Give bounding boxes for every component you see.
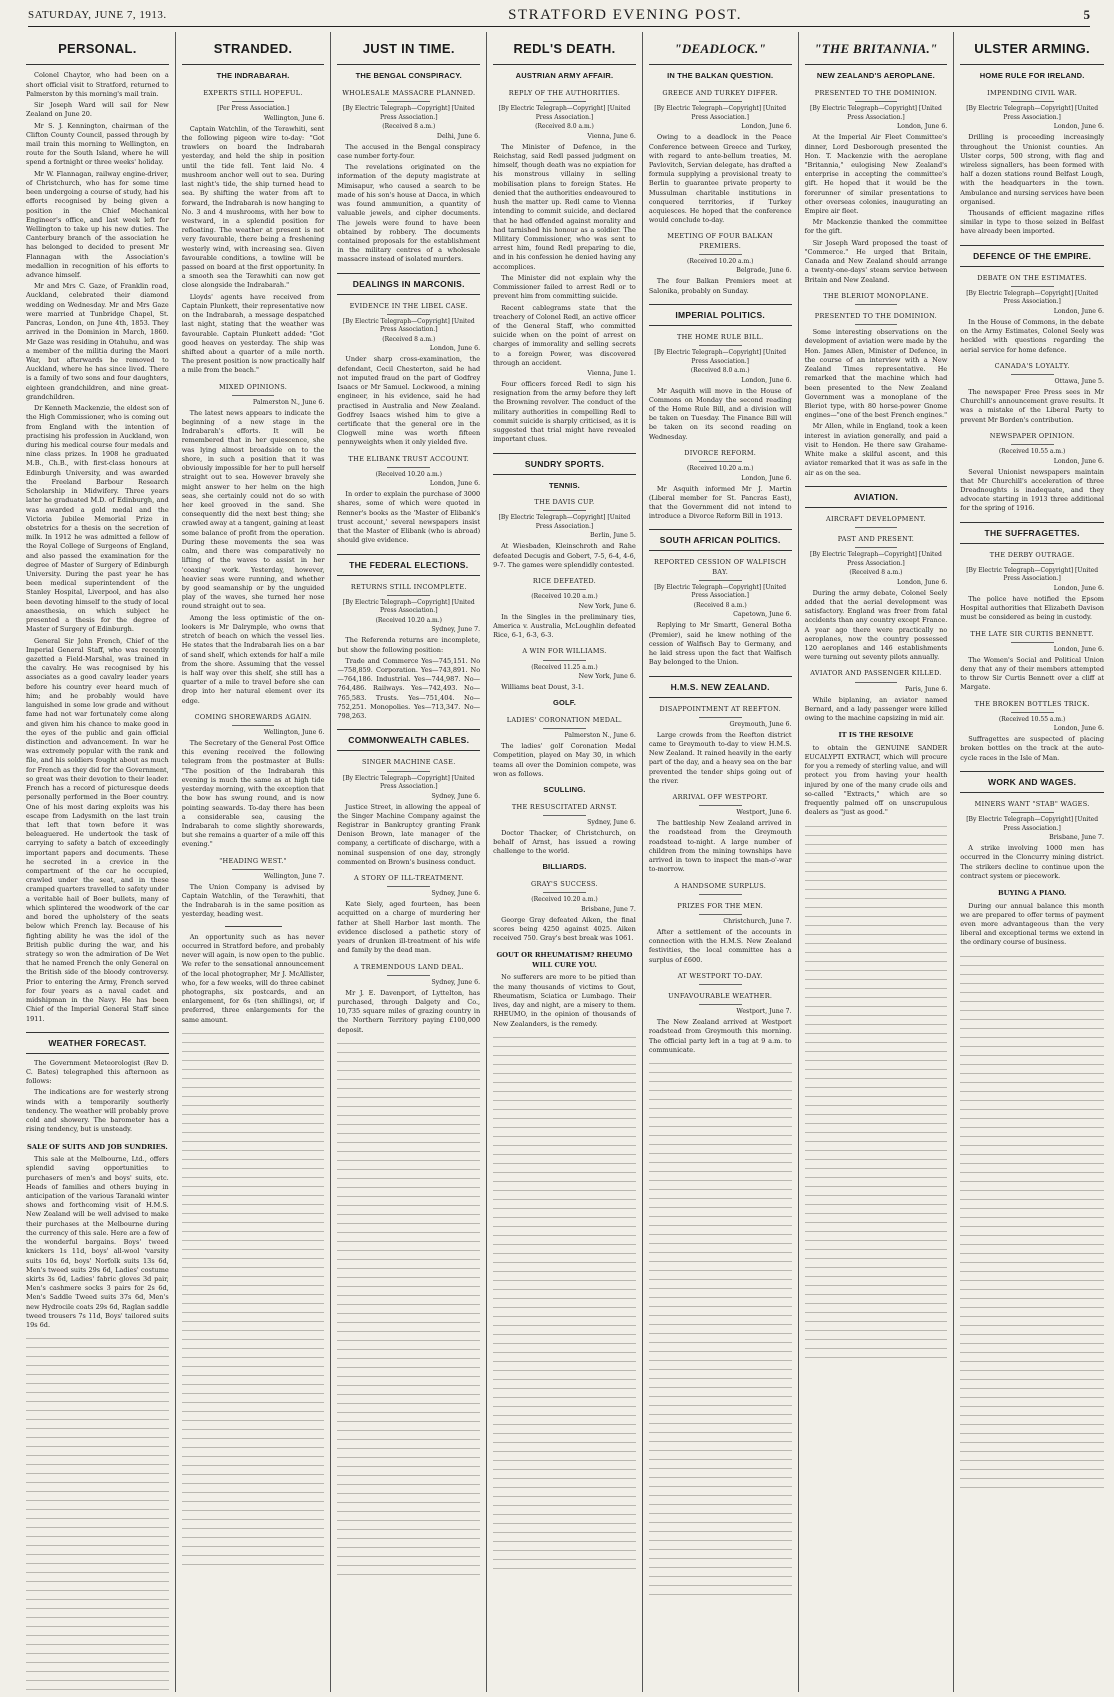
article-subheading: RETURNS STILL INCOMPLETE. <box>337 583 480 596</box>
section-heading: WORK AND WAGES. <box>960 771 1104 793</box>
article-paragraph: Four officers forced Redl to sign his resignation from the army before they left the Browning revolver. The conduct of the military authorities in compelling Redl to commit suicide is sharply criticised, as it is suggested that trial might have revealed important clues. <box>493 379 636 444</box>
dateline: London, June 6. <box>1053 308 1104 315</box>
column-6 <box>799 32 955 1692</box>
article-subheading: A HANDSOME SURPLUS. <box>649 882 792 895</box>
wire-credit: [By Electric Telegraph—Copyright] [United Press Association.] <box>654 349 787 365</box>
continued-text-lines <box>493 1037 636 1569</box>
column-title: STRANDED. <box>182 32 325 65</box>
dateline: Wellington, June 6. <box>263 729 325 737</box>
news-columns <box>20 32 1110 1692</box>
dateline: Berlin, June 5. <box>590 532 636 540</box>
article-paragraph: The revelations originated on the information of the deputy magistrate at Mimisapur, who caused a search to be made of his son's house at Dacca, in which was found ammunition, a quantity of valuable jewels, and cipher documents. The jewels were found to have been obtained by robbery. The documents contained proposals for the establishment in the military centres of a wholesale massacre instead of isolated murders. <box>337 163 481 264</box>
article-paragraph: The Minister of Defence, in the Reichstag, said Redl passed judgment on himself, though death was no expiation for his monstrous villainy in selling mobilisation plans to foreign States. He denied that the authorities endeavoured to hush the matter up. Redl came to Vienna intending to commit suicide, and declared that he had offended against morality and had tarnished his honour as a soldier. The Military Commissioner, who was sent to arrest him, found Redl preparing to die, and in his confession he denied having any accomplices. <box>493 142 636 271</box>
wire-credit: [By Electric Telegraph—Copyright] [United Press Association.] <box>654 105 787 121</box>
wire-credit: (Received 10.20 a.m.) <box>375 470 442 478</box>
article-paragraph: Several Unionist newspapers maintain that Mr Churchill's acceleration of three Dreadnoughts is inadequate, and they advocate starting in 1913 three additional for the spring of 1916. <box>960 467 1104 513</box>
wire-credit: (Received 10.20 a.m.) <box>531 896 598 904</box>
article-subheading: DEBATE ON THE ESTIMATES. <box>960 274 1104 287</box>
section-heading: SOUTH AFRICAN POLITICS. <box>649 529 792 551</box>
article-paragraph: Mr Allen, while in England, took a keen interest in aviation generally, and paid a visit to Hendon. He there saw Grahame-White make a skilful ascent, and this aviator remarked that it was as safe in the air as on the sea. <box>804 422 948 477</box>
article-paragraph: to obtain the GENUINE SANDER EUCALYPTI EXTRACT, which will procure for you a remedy of sterling value, and will protect you from having your health injured by one of the many crude oils and so-called "Extracts," which are so frequently palmed off on unscrupulous dealers as "just as good." <box>804 743 948 817</box>
wire-credit: (Received 11.25 a.m.) <box>531 663 598 671</box>
section-heading: THE SUFFRAGETTES. <box>960 522 1104 544</box>
article-subheading: RICE DEFEATED. <box>493 577 636 590</box>
wire-credit: (Received 8 a.m.) <box>849 569 903 577</box>
article-paragraph: This sale at the Melbourne, Ltd., offers splendid saving opportunities to purchasers of men's and boys' suits, etc. Heads of families and others buying in anticipation of the various Taranaki winter shows and forthcoming visit of H.M.S. New Zealand will be well advised to make their purchases at the Melbourne during the currency of this sale. Here are a few of the wonderful bargains. Boys' tweed knickers 1s 11d, boys' all-wool 'varsity suits 10s 6d, boys' Norfolk suits 13s 6d, Men's tweed suits 29s 6d, Ladies' costume skirts 3s 6d, Ladies' fabric gloves 3d pair, Men's cashmere socks 3 pairs for 2s 6d, Men's Saddle Tweed suits 37s 6d, Men's new Hydrocile coats 29s 6d, Raglan saddle tweed trousers 7s 11d, Boys' tailored suits 19s 6d. <box>26 1155 169 1330</box>
wire-credit: [By Electric Telegraph—Copyright] [United Press Association.] <box>810 551 942 567</box>
article-paragraph: Some interesting observations on the development of aviation were made by the Hon. James Allen, Minister of Defence, in the course of an interview with a New Zealand Times representative. He remarked that the machine which had been presented to the New Zealand Government was a monoplane of the Bleriot type, with 80 horse-power Gnome engines—"one of the best French engines." <box>804 328 948 420</box>
wire-credit: [By Electric Telegraph—Copyright] [United Press Association.] <box>966 566 1099 583</box>
article-paragraph: Mr W. Flannagan, railway engine-driver, of Christchurch, who has for some time been undergoing a course of study, had his efforts recognised by being given a position in the Chief Mechanical Engineer's office, and last week left for Wellington to take up his new duties. The Canterbury branch of the association he has belonged to decided to present Mr Flannagan with the Association's medallion in recognition of his efforts to advance himself. <box>26 169 169 280</box>
dateline: London, June 6. <box>1053 457 1104 465</box>
column-title: REDL'S DEATH. <box>493 32 636 65</box>
article-paragraph: Thousands of efficient magazine rifles similar in type to those seized in Belfast have already been imported. <box>960 209 1104 236</box>
article-headline: HOME RULE FOR IRELAND. <box>979 71 1085 81</box>
dateline: Paris, June 6. <box>904 685 948 693</box>
advertisement-heading: GOUT OR RHEUMATISM? RHEUMO WILL CURE YOU. <box>496 951 633 969</box>
article-subheading: THE LATE SIR CURTIS BENNETT. <box>960 630 1104 643</box>
article-paragraph: Under sharp cross-examination, the defendant, Cecil Chesterton, said he had not imputed fraud on the part of Godfrey Isaacs or Mr Samuel. Lockwood, a mining engineer, in his evidence, said he had practised in Australia and New Zealand. Godfrey Isaacs wished him to give a certificate that the general ore in the Clogwell mine was worth fifteen pennyweights when it only yielded five. <box>337 355 481 447</box>
wire-credit: (Received 10.20 a.m.) <box>375 616 442 624</box>
article-paragraph: Dr Kenneth Mackenzie, the eldest son of the High Commissioner, who is coming out from England with the intention of practising his profession in Auckland, won during his medical course four medals and nine class prizes. In 1908 he graduated M.B., Ch.B., with first-class honours at Edinburgh University, and was awarded the Freeland Barbour Research Scholarship in Midwifery. Three years later he graduated M.D. of Edinburgh, and was awarded a gold medal and the Victoria Jubilee Memorial Prize in obstetrics for a thesis on the secretion of milk. In 1912 he was admitted a fellow of the Royal College of Surgeons of England, and also passed the examination for the degree of Master of Surgery of Edinburgh University. During the past year he has been medical superintendent of the Stanley Hospital, Liverpool, and has also been devoting himself to the study of local anaesthesia, on which subject he presented a thesis for the degree of Master of Surgery of Edinburgh. <box>26 404 169 634</box>
dateline: Wellington, June 6. <box>263 114 325 122</box>
section-heading: WEATHER FORECAST. <box>26 1032 169 1054</box>
column-title: "DEADLOCK." <box>649 32 792 65</box>
article-subheading: THE DERBY OUTRAGE. <box>960 551 1104 564</box>
article-subheading: GREECE AND TURKEY DIFFER. <box>649 89 792 102</box>
article-subheading: MIXED OPINIONS. <box>182 383 325 396</box>
dateline: Palmerston N., June 6. <box>252 398 325 406</box>
dateline: New York, June 6. <box>578 673 636 681</box>
article-headline: AUSTRIAN ARMY AFFAIR. <box>515 71 614 81</box>
dateline: Westport, June 7. <box>736 1008 792 1016</box>
wire-credit: (Received 8.0 a.m.) <box>535 123 594 131</box>
article-paragraph: Kate Siely, aged fourteen, has been acquitted on a charge of murdering her father at Shell Harbor last month. The evidence disclosed a pathetic story of years of drunken ill-treatment of his wife and family by the dead man. <box>337 900 481 955</box>
article-paragraph: Colonel Chaytor, who had been on a short official visit to Stratford, returned to Palmerston by this morning's mail train. <box>26 71 169 98</box>
article-subheading: REPLY OF THE AUTHORITIES. <box>493 89 636 102</box>
article-paragraph: The indications are for westerly strong winds with a temporarily southerly tendency. The weather will probably prove cold and showery. The barometer has a rising tendency, but is unsteady. <box>26 1088 169 1134</box>
article-headline: TENNIS. <box>548 480 580 490</box>
dateline: London, June 6. <box>1053 645 1104 653</box>
dateline: Palmerston N., June 6. <box>564 732 636 740</box>
article-paragraph: A strike involving 1000 men has occurred in the Cloncurry mining district. The strikers decline to continue upon the contract system or piecework. <box>960 844 1104 880</box>
article-subheading: PRESENTED TO THE DOMINION. <box>805 312 948 325</box>
article-paragraph: While biplaning, an aviator named Bernard, and a lady passenger were killed owing to the machine capsizing in mid air. <box>804 695 948 723</box>
continued-text-lines <box>649 1063 792 1595</box>
article-subheading: EXPERTS STILL HOPEFUL. <box>182 89 325 102</box>
dateline: New York, June 6. <box>578 602 636 610</box>
article-paragraph: The Minister did not explain why the Commissioner failed to arrest Redl or to prevent him from committing suicide. <box>493 273 636 301</box>
wire-credit: (Received 8 a.m.) <box>382 335 436 343</box>
column-5 <box>643 32 799 1692</box>
article-paragraph: The Women's Social and Political Union deny that any of their members attempted to throw Sir Curtis Bennett over a cliff at Margate. <box>960 655 1104 692</box>
dateline: Sydney, June 7. <box>431 626 481 634</box>
article-paragraph: General Sir John French, Chief of the Imperial General Staff, who was recently gazetted a Field-Marshal, was trained in the cavalry. He was recognised by his associates as a good cavalry leader years before his country ever heard much of him; and he probably would have languished in some low grade and without fame had not war fortunately come along and given him his chance to make good in the eyes of the public and gain official distinction and advancement. In war he was extremely popular with the rank and file, and his soldiers fought about as much for French as they did for the Government, so great was their devotion to their leader. French has a record of picturesque deeds personally performed in the Boer country. One of his most daring exploits was his escape from Ladysmith on the last train that left that town before it was beleaguered. He undertook the task of carrying to safety a batch of exceedingly important papers and documents. These he secreted in a crevice in the compartment of the car he occupied, crawled under the seat, and in these cramped quarters travelled to safety under a veritable hail of Boer bullets, many of which splintered the woodwork of the car and bored the upholstery of the seats below which French lay. Because of his fighting ability he was the idol of the British public during the war, and his strategy so won the admiration of De Wet that he named French the only General on the British side of the bloody controversy. Prior to entering the Army, French served for four years as a naval cadet and midshipman in the Navy. He has been Chief of the Imperial General Staff since 1911. <box>26 636 169 1023</box>
article-subheading: UNFAVOURABLE WEATHER. <box>649 992 792 1005</box>
advertisement-heading: SALE OF SUITS AND JOB SUNDRIES. <box>27 1142 168 1151</box>
article-paragraph: The accused in the Bengal conspiracy case number forty-four. <box>337 142 481 161</box>
article-paragraph: Trade and Commerce Yes—745,151. No—758,859. Corporation. Yes—743,891. No—764,186. Industrial. Yes—744,987. No—764,486. Railways. Yes—742,493. No—765,583. Trusts. Yes—751,404. No—752,251. Monopolies. Yes—713,347. No—798,263. <box>337 656 481 721</box>
section-heading: IMPERIAL POLITICS. <box>649 304 792 326</box>
article-subheading: A TREMENDOUS LAND DEAL. <box>337 963 480 976</box>
dateline: Belgrade, June 6. <box>736 267 792 275</box>
article-paragraph: The Union Company is advised by Captain Watchlin, of the Terawhiti, that the Indrabarah is in the same position as yesterday, heading west. <box>181 882 325 919</box>
continued-text-lines <box>182 1033 325 1565</box>
article-paragraph: The newspaper Free Press sees in Mr Churchill's announcement grave results. It was a mistake of the Liberal Party to prevent Mr Borden's contribution. <box>960 387 1104 424</box>
article-paragraph: An opportunity such as has never occurred in Stratford before, and probably never will again, is now open to the public. We refer to the sensational announcement of the local photographer, Mr J. McAllister, who, for a few weeks, will do three cabinet photographs, six postcards, and an enlargement, for 6s (ten shillings), or, if preferred, three enlargements for the same amount. <box>181 932 325 1024</box>
article-subheading: WHOLESALE MASSACRE PLANNED. <box>337 89 480 102</box>
article-subheading: DIVORCE REFORM. <box>649 449 792 462</box>
article-paragraph: Mr Asquith informed Mr J. Martin (Liberal member for St. Pancras East), that the Government did not intend to introduce a Divorce Reform Bill in 1913. <box>648 484 792 521</box>
article-paragraph: Mr J. E. Davenport, of Lyttelton, has purchased, through Dalgety and Co., 10,735 square miles of grazing country in the Northern Territory paying £100,000 deposit. <box>337 988 481 1034</box>
article-subheading: CANADA'S LOYALTY. <box>960 362 1104 375</box>
article-paragraph: Drilling is proceeding increasingly throughout the Unionist counties. An Ulster corps, 500 strong, with flag and wireless signallers, has been formed with half a dozen stations round Belfast Lough, with the headquarters in the town. Ambulance and nursing services have been organised. <box>960 133 1104 206</box>
article-subheading: THE DAVIS CUP. <box>493 498 636 511</box>
article-headline: IN THE BALKAN QUESTION. <box>667 71 774 81</box>
dateline: London, June 6. <box>741 376 792 384</box>
article-subheading: PAST AND PRESENT. <box>805 535 948 548</box>
article-paragraph: The Referenda returns are incomplete, but show the following position: <box>337 636 481 654</box>
article-subheading: A STORY OF ILL-TREATMENT. <box>337 874 480 887</box>
section-heading: THE FEDERAL ELECTIONS. <box>337 554 480 576</box>
article-paragraph: Williams beat Doust, 3-1. <box>501 683 584 692</box>
article-headline: THE INDRABARAH. <box>216 71 290 81</box>
article-paragraph: In the House of Commons, in the debate on the Army Estimates, Colonel Seely was heckled with questions regarding the aerial service for home defence. <box>960 317 1104 354</box>
article-subheading: EVIDENCE IN THE LIBEL CASE. <box>337 302 480 315</box>
wire-credit: [By Electric Telegraph—Copyright] [United Press Association.] <box>342 105 475 121</box>
wire-credit: (Received 10.55 a.m.) <box>998 715 1066 723</box>
column-title: PERSONAL. <box>26 32 169 65</box>
dateline: Vienna, June 6. <box>587 132 636 140</box>
article-subheading: A WIN FOR WILLIAMS. <box>493 647 636 660</box>
section-heading: AVIATION. <box>805 486 948 508</box>
wire-credit: (Received 8 a.m.) <box>382 123 436 131</box>
article-paragraph: Sir Joseph Ward will sail for New Zealand on June 20. <box>26 101 169 119</box>
article-headline: NEW ZEALAND'S AEROPLANE. <box>816 71 935 81</box>
article-paragraph: Among the less optimistic of the on-lookers is Mr Dalrymple, who owns that stretch of beach on which the vessel lies. He states that the Indrabarah lies on a bar of sand shelf, which extends for half a mile from the shore. Assuming that the vessel is half way over this shelf, she still has a quarter of a mile to travel before she can drop into her natural element over its edge. <box>181 613 325 705</box>
wire-credit: [By Electric Telegraph—Copyright] [United Press Association.] <box>498 514 631 530</box>
article-subheading: THE BROKEN BOTTLES TRICK. <box>960 700 1104 713</box>
dateline: Greymouth, June 6. <box>729 720 792 728</box>
article-subheading: SINGER MACHINE CASE. <box>337 758 480 771</box>
wire-credit: (Received 10.20 a.m.) <box>686 465 754 473</box>
article-paragraph: Suffragettes are suspected of placing broken bottles on the track at the auto-cycle races in the Isle of Man. <box>960 735 1104 762</box>
article-subheading: THE HOME RULE BILL. <box>649 333 792 346</box>
article-subheading: GRAY'S SUCCESS. <box>493 880 636 893</box>
page-number: 5 <box>1083 7 1090 22</box>
dateline: Sydney, June 6. <box>431 978 481 986</box>
article-paragraph: During our annual balance this month we are prepared to offer terms of payment even more advantageous than the very liberal and exceptional terms we extend in the ordinary course of business. <box>960 901 1104 947</box>
wire-credit: (Received 10.20 a.m.) <box>531 593 598 601</box>
article-subheading: THE ELIBANK TRUST ACCOUNT. <box>337 455 480 468</box>
column-3 <box>331 32 487 1692</box>
article-subheading: IMPENDING CIVIL WAR. <box>960 89 1104 102</box>
article-paragraph: Sir Joseph Ward proposed the toast of "Commerce." He urged that Britain, Canada and New Zealand should arrange a twenty-one-days' steam service between Britain and New Zealand. <box>804 238 948 284</box>
dateline: London, June 6. <box>429 480 481 488</box>
wire-credit: [By Electric Telegraph—Copyright] [United Press Association.] <box>966 105 1099 121</box>
issue-date: SATURDAY, JUNE 7, 1913. <box>28 9 167 21</box>
section-heading: H.M.S. NEW ZEALAND. <box>649 676 792 698</box>
article-paragraph: Justice Street, in allowing the appeal of the Singer Machine Company against the Registrar in Bankruptcy granting Frank Denison Brown, late manager of the company, a certificate of discharge, with a nominal suspension of one day, strongly commented on Brown's business conduct. <box>337 802 481 866</box>
article-subheading: AT WESTPORT TO-DAY. <box>649 972 792 985</box>
dateline: Westport, June 6. <box>736 809 792 817</box>
article-paragraph: Doctor Thacker, of Christchurch, on behalf of Arnst, has issued a rowing challenge to the world. <box>493 828 636 856</box>
section-heading: SUNDRY SPORTS. <box>493 453 636 475</box>
article-headline: SCULLING. <box>543 784 586 794</box>
wire-credit: (Received 10.20 a.m.) <box>686 257 754 265</box>
wire-credit: [By Electric Telegraph—Copyright] [United Press Association.] <box>654 583 787 600</box>
article-subheading: MEETING OF FOUR BALKAN PREMIERS. <box>649 232 792 254</box>
dateline: London, June 6. <box>897 578 948 586</box>
dateline: London, June 6. <box>897 123 948 131</box>
column-title: JUST IN TIME. <box>337 32 480 65</box>
article-paragraph: The Government Meteorologist (Rev D. C. Bates) telegraphed this afternoon as follows: <box>26 1058 169 1086</box>
article-paragraph: The latest news appears to indicate the beginning of a new stage in the Indrabarah's efforts. It will be remembered that in her quiescence, she was lying almost broadside on to the shore, in such a position that it was obviously impossible for her to pull herself straight out to sea. However bravely she might answer to her helm on the high seas, she certainly could not do so with her keel grooved in the sand. She consequently did the next best thing; she crawled away at a tangent, gaining at least some balance of profit from the operation. During these movements the sea was calm, and there was comparatively no lifting of the waves to assist in her 'coaxing' work. Yesterday, however, heavier seas were running, and whether by good seamanship or by the unguided play of the waves, she turned her nose round straight out to sea. <box>181 408 325 611</box>
dateline: London, June 6. <box>1053 725 1104 733</box>
article-paragraph: Large crowds from the Reefton district came to Greymouth to-day to view H.M.S. New Zealand. It rained heavily in the early part of the day, and a heavy sea on the bar prevented the tender ships going out of the river. <box>648 730 792 785</box>
column-title: "THE BRITANNIA." <box>805 32 948 65</box>
article-subheading: MINERS WANT "STAB" WAGES. <box>960 800 1104 813</box>
article-paragraph: At Wiesbaden, Kleinschroth and Rahe defeated Decugis and Gobert, 7-5, 6-4, 4-6, 9-7. The games were splendidly contested. <box>493 542 636 569</box>
dateline: Brisbane, June 7. <box>581 905 636 913</box>
dateline: Delhi, June 6. <box>436 132 481 140</box>
wire-credit: [By Electric Telegraph—Copyright] [United Press Association.] <box>966 289 1099 306</box>
article-paragraph: Recent cablegrams state that the treachery of Colonel Redl, an active officer of the General Staff, who committed suicide when on the point of arrest on charges of immorality and selling secrets to a foreign Power, was discovered through an accident. <box>493 303 636 367</box>
article-subheading: "HEADING WEST." <box>182 857 325 870</box>
article-paragraph: Mr Mackenzie thanked the committee for the gift. <box>804 218 948 236</box>
dateline: Sydney, June 6. <box>587 818 636 826</box>
article-subheading: NEWSPAPER OPINION. <box>960 432 1104 445</box>
section-heading: DEFENCE OF THE EMPIRE. <box>960 245 1104 267</box>
article-paragraph: The police have notified the Epsom Hospital authorities that Elizabeth Davison must be considered as being in custody. <box>960 594 1104 622</box>
article-paragraph: No sufferers are more to be pitied than the many thousands of victims to Gout, Rheumatism, Sciatica or Lumbago. Their lives, day and night, are a misery to them. RHEUMO, in the opinion of thousands of New Zealanders, is the remedy. <box>493 973 636 1028</box>
dateline: London, June 6. <box>741 123 792 131</box>
article-paragraph: George Gray defeated Aiken, the final scores being 4250 against 4025. Aiken received 750. Gray's best break was 1061. <box>493 915 636 943</box>
dateline: London, June 6. <box>1053 123 1104 131</box>
dateline: London, June 6. <box>1053 584 1104 592</box>
continued-text-lines <box>337 1043 480 1575</box>
article-paragraph: Captain Watchlin, of the Terawhiti, sent the following pigeon wire to-day: "Got trawlers on board the Indrabarah yesterday, and held the ship in position until the tide fell. Tent laid No. 4 mushroom anchor well out to sea. During last night's tide, the ship turned head to sea. By shifting the water from aft to forward, the Indrabarah is now hanging to No. 3 and 4 mushrooms, with her bow to westward, in a splendid position for refloating. The weather at present is not very favourable, there being a freshening westerly wind, with increasing sea. Given favourable conditions, a towline will be passed on board at the first opportunity. In a smooth sea the Terawhiti can now get close alongside the Indrabarah." <box>181 124 325 290</box>
advertisement-heading: IT IS THE RESOLVE <box>838 731 914 740</box>
article-headline: THE BENGAL CONSPIRACY. <box>355 71 462 81</box>
dateline: London, June 6. <box>741 474 792 482</box>
article-paragraph: Replying to Mr Smartt, General Botha (Premier), said he knew nothing of the cession of Walfisch Bay to Germany, and he laid stress upon the fact that Walfisch Bay belonged to the Union. <box>648 621 792 667</box>
article-subheading: ARRIVAL OFF WESTPORT. <box>649 793 792 806</box>
article-paragraph: Mr Asquith will move in the House of Commons on Monday the second reading of the Home Rule Bill, and a division will be taken on Tuesday. The Finance Bill will be taken on its second reading on Wednesday. <box>648 386 792 441</box>
wire-credit: [By Electric Telegraph—Copyright] [United Press Association.] <box>498 105 631 121</box>
continued-text-lines <box>26 1338 169 1692</box>
section-heading: COMMONWEALTH CABLES. <box>337 729 480 751</box>
masthead <box>28 4 1090 27</box>
article-paragraph: The ladies' golf Coronation Medal Competition, played on May 30, in which teams all over the Dominion compete, was won as follows. <box>493 742 636 778</box>
article-paragraph: Mr S. J. Kennington, chairman of the Clifton County Council, passed through by mail train this morning to Wellington, en route for the South Island, where he will spend a fortnight or three weeks' holiday. <box>26 121 169 167</box>
wire-credit: [By Electric Telegraph—Copyright] [United Press Association.] <box>342 774 475 791</box>
article-subheading: COMING SHOREWARDS AGAIN. <box>182 713 325 726</box>
article-paragraph: Lloyds' agents have received from Captain Plunkett, their representative now on the Indrabarah, a message despatched last night, stating that the weather was favourable. Captain Plunkett added: "Got good heaves on yesterday. The ship was shifted about a quarter of a mile north. The present position is now practically half a mile from the beach." <box>181 292 325 375</box>
dateline: Christchurch, June 7. <box>723 917 792 925</box>
article-paragraph: Mr and Mrs C. Gaze, of Franklin road, Auckland, celebrated their diamond wedding on Wednesday. Mr and Mrs Gaze were married at Tunbridge Chapel, St. Pancras, London, on June 4th, 1853. They arrived in the Dominion in March, 1860. Mr Gaze was residing in Otahuhu, and was a member of the militia during the Maori War, but afterwards he removed to Auckland, where he has since lived. There is a family of two sons and four daughters, eighteen grandchildren, and nine great-grandchildren. <box>26 282 169 401</box>
article-subheading: THE BLERIOT MONOPLANE. <box>805 292 948 305</box>
article-subheading: AIRCRAFT DEVELOPMENT. <box>805 515 948 528</box>
dateline: Sydney, June 6. <box>431 792 481 800</box>
article-paragraph: The New Zealand arrived at Westport roadstead from Greymouth this morning. The official party left in a tug at 9 a.m. to communicate. <box>648 1018 792 1054</box>
column-title: ULSTER ARMING. <box>960 32 1104 65</box>
wire-credit: (Received 10.55 a.m.) <box>998 448 1066 456</box>
article-paragraph: At the Imperial Air Fleet Committee's dinner, Lord Desborough presented the Hon. T. Mackenzie with the aeroplane "Britannia," eulogising New Zealand's enterprise in accepting the committee's gift. He hoped that it would be the forerunner of similar presentations to other overseas colonies, inaugurating an Empire air fleet. <box>804 133 948 216</box>
column-7 <box>954 32 1110 1692</box>
column-1 <box>20 32 176 1692</box>
divider-rule <box>225 926 282 927</box>
article-paragraph: After a settlement of the accounts in connection with the H.M.S. New Zealand festivities, the local committee has a surplus of £600. <box>648 927 792 964</box>
article-subheading: REPORTED CESSION OF WALFISCH BAY. <box>649 558 792 580</box>
article-subheading: LADIES' CORONATION MEDAL. <box>493 716 636 729</box>
article-subheading: THE RESUSCITATED ARNST. <box>493 803 636 816</box>
dateline: Capetown, June 6. <box>733 611 792 619</box>
dateline: Vienna, June 1. <box>587 370 636 378</box>
article-paragraph: The four Balkan Premiers meet at Salonika, probably on Sunday. <box>648 277 792 295</box>
dateline: London, June 6. <box>429 345 481 353</box>
wire-credit: (Received 8.0 a.m.) <box>690 367 750 375</box>
newspaper-title: STRATFORD EVENING POST. <box>508 6 742 23</box>
article-paragraph: The Secretary of the General Post Office this evening received the following telegram from the postmaster at Bulls: "The position of the Indrabarah this evening is much the same as at high tide yesterday morning, with the exception that the bow has swung round, and is now pointing seawards. To-day there has been a considerable sea, causing the Indrabarah to come slightly shorewards, but she remains a quarter of a mile off this evening." <box>181 738 325 849</box>
article-paragraph: The battleship New Zealand arrived in the roadstead from the Greymouth roadstead to-night. A large number of children from the mining townships have arrived in town to inspect the man-o'-war to-morrow. <box>648 819 792 874</box>
wire-credit: [By Electric Telegraph—Copyright] [United Press Association.] <box>810 105 942 121</box>
dateline: Ottawa, June 5. <box>1054 378 1104 386</box>
article-subheading: PRESENTED TO THE DOMINION. <box>805 89 948 102</box>
wire-credit: [Per Press Association.] <box>217 105 290 113</box>
continued-text-lines <box>960 956 1104 1488</box>
article-paragraph: Owing to a deadlock in the Peace Conference between Greece and Turkey, with regard to ante-bellum treaties, M. Pavlovitch, Servian delegate, has drafted a formula supplying a provisional treaty to Berlin to guarantee private property to Mussulman charitable institutions in conquered territories, if Turkey acquiesces. He hoped that the conference would conclude to-day. <box>648 133 792 225</box>
article-headline: GOLF. <box>552 698 577 708</box>
article-subheading: PRIZES FOR THE MEN. <box>649 902 792 915</box>
advertisement-heading: BUYING A PIANO. <box>997 889 1067 897</box>
wire-credit: [By Electric Telegraph—Copyright] [United Press Association.] <box>342 598 475 615</box>
article-subheading: DISAPPOINTMENT AT REEFTON. <box>649 705 792 718</box>
dateline: Wellington, June 7. <box>263 872 325 880</box>
article-subheading: AVIATOR AND PASSENGER KILLED. <box>805 669 948 682</box>
article-paragraph: In order to explain the purchase of 3000 shares, some of which were quoted in Renner's books as the 'Master of Elibank's trust account,' several newspapers insist that the Master of Elibank (who is abroad) should give evidence. <box>337 490 481 545</box>
article-paragraph: During the army debate, Colonel Seely added that the aerial development was satisfactory. England was freer from fatal accidents than any country except France. A year ago there were practically no aeroplanes, now the country possessed 120 aeroplanes and 146 establishments were turning out seventy pilots annually. <box>804 588 948 662</box>
wire-credit: (Received 8 a.m.) <box>693 601 747 609</box>
wire-credit: [By Electric Telegraph—Copyright] [United Press Association.] <box>342 317 475 334</box>
continued-text-lines <box>805 826 948 1358</box>
column-4 <box>487 32 643 1692</box>
column-2 <box>176 32 332 1692</box>
wire-credit: [By Electric Telegraph—Copyright] [United Press Association.] <box>966 816 1099 832</box>
article-paragraph: In the Singles in the preliminary ties, America v. Australia, McLoughlin defeated Rice, 6-1, 6-3, 6-3. <box>493 612 636 640</box>
dateline: Sydney, June 6. <box>431 890 481 898</box>
dateline: Brisbane, June 7. <box>1049 834 1104 842</box>
section-heading: DEALINGS IN MARCONIS. <box>337 273 480 295</box>
article-headline: BILLIARDS. <box>542 862 587 872</box>
